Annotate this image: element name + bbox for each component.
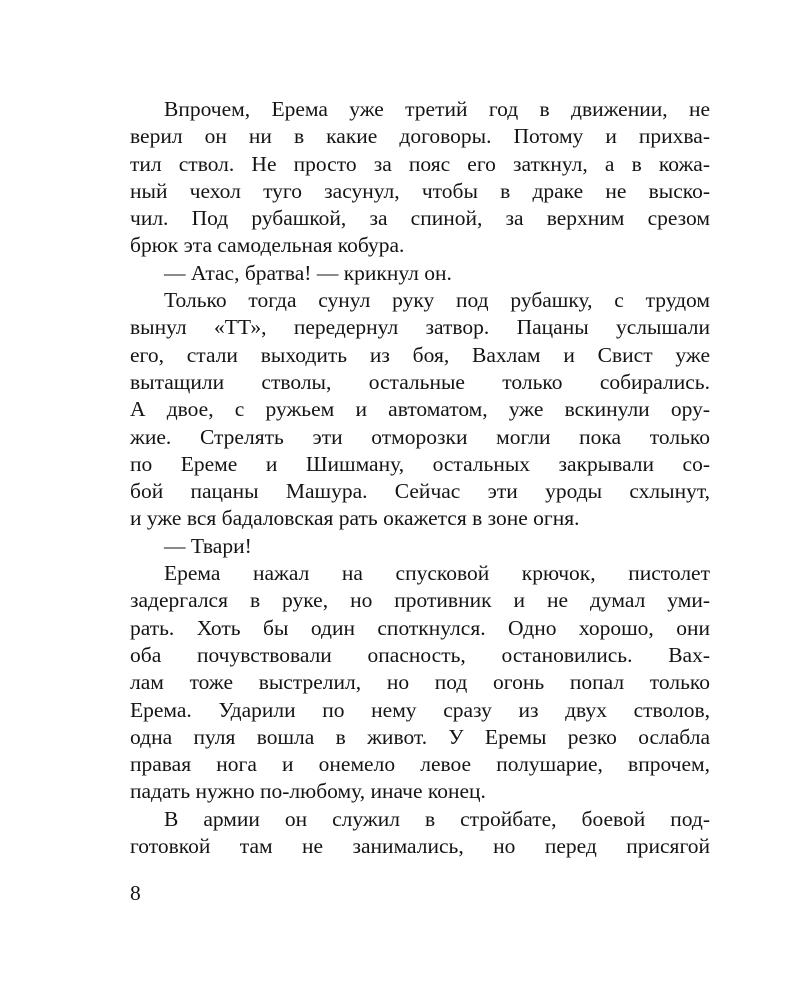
- text-line: лам тоже выстрелил, но под огонь попал только: [130, 670, 710, 695]
- text-line: вынул «ТТ», передернул затвор. Пацаны услышали: [130, 315, 710, 340]
- text-line: оба почувствовали опасность, остановились. Вах-: [130, 642, 710, 667]
- dialogue-line: — Твари!: [164, 533, 252, 558]
- dialogue-line: — Атас, братва! — крикнул он.: [164, 260, 452, 285]
- text-line: бой пацаны Машура. Сейчас эти уроды схлынут,: [130, 479, 710, 504]
- text-line: чил. Под рубашкой, за спиной, за верхним срезом: [130, 206, 710, 231]
- text-line: ный чехол туго засунул, чтобы в драке не выско-: [130, 178, 710, 203]
- text-line: задергался в руке, но противник и не думал уми-: [130, 588, 710, 613]
- text-line: одна пуля вошла в живот. У Еремы резко ослабла: [130, 724, 710, 749]
- text-line: его, стали выходить из боя, Вахлам и Свист уже: [130, 342, 710, 367]
- text-line: Только тогда сунул руку под рубашку, с трудом: [164, 288, 710, 313]
- text-line: брюк эта самодельная кобура.: [130, 233, 405, 258]
- text-line: правая нога и онемело левое полушарие, впрочем,: [130, 752, 710, 777]
- text-line: А двое, с ружьем и автоматом, уже вскинули ору-: [130, 397, 710, 422]
- text-line: падать нужно по-любому, иначе конец.: [130, 779, 486, 804]
- text-line: В армии он служил в стройбате, боевой под-: [164, 806, 710, 831]
- text-line: готовкой там не занимались, но перед присягой: [130, 834, 710, 859]
- text-line: верил он ни в какие договоры. Потому и прихва-: [130, 124, 710, 149]
- text-line: и уже вся бадаловская рать окажется в зоне огня.: [130, 506, 580, 531]
- text-line: Ерема. Ударили по нему сразу из двух стволов,: [130, 697, 710, 722]
- text-line: по Ереме и Шишману, остальных закрывали со-: [130, 451, 710, 476]
- text-line: Ерема нажал на спусковой крючок, пистолет: [164, 561, 710, 586]
- page-text: [130, 96, 710, 860]
- text-line: рать. Хоть бы один споткнулся. Одно хорошо, они: [130, 615, 710, 640]
- text-line: жие. Стрелять эти отморозки могли пока только: [130, 424, 710, 449]
- text-line: Впрочем, Ерема уже третий год в движении, не: [164, 97, 710, 121]
- page-number: 8: [130, 881, 141, 905]
- text-line: тил ствол. Не просто за пояс его заткнул, а в кожа-: [130, 151, 710, 176]
- text-line: вытащили стволы, остальные только собирались.: [130, 369, 710, 394]
